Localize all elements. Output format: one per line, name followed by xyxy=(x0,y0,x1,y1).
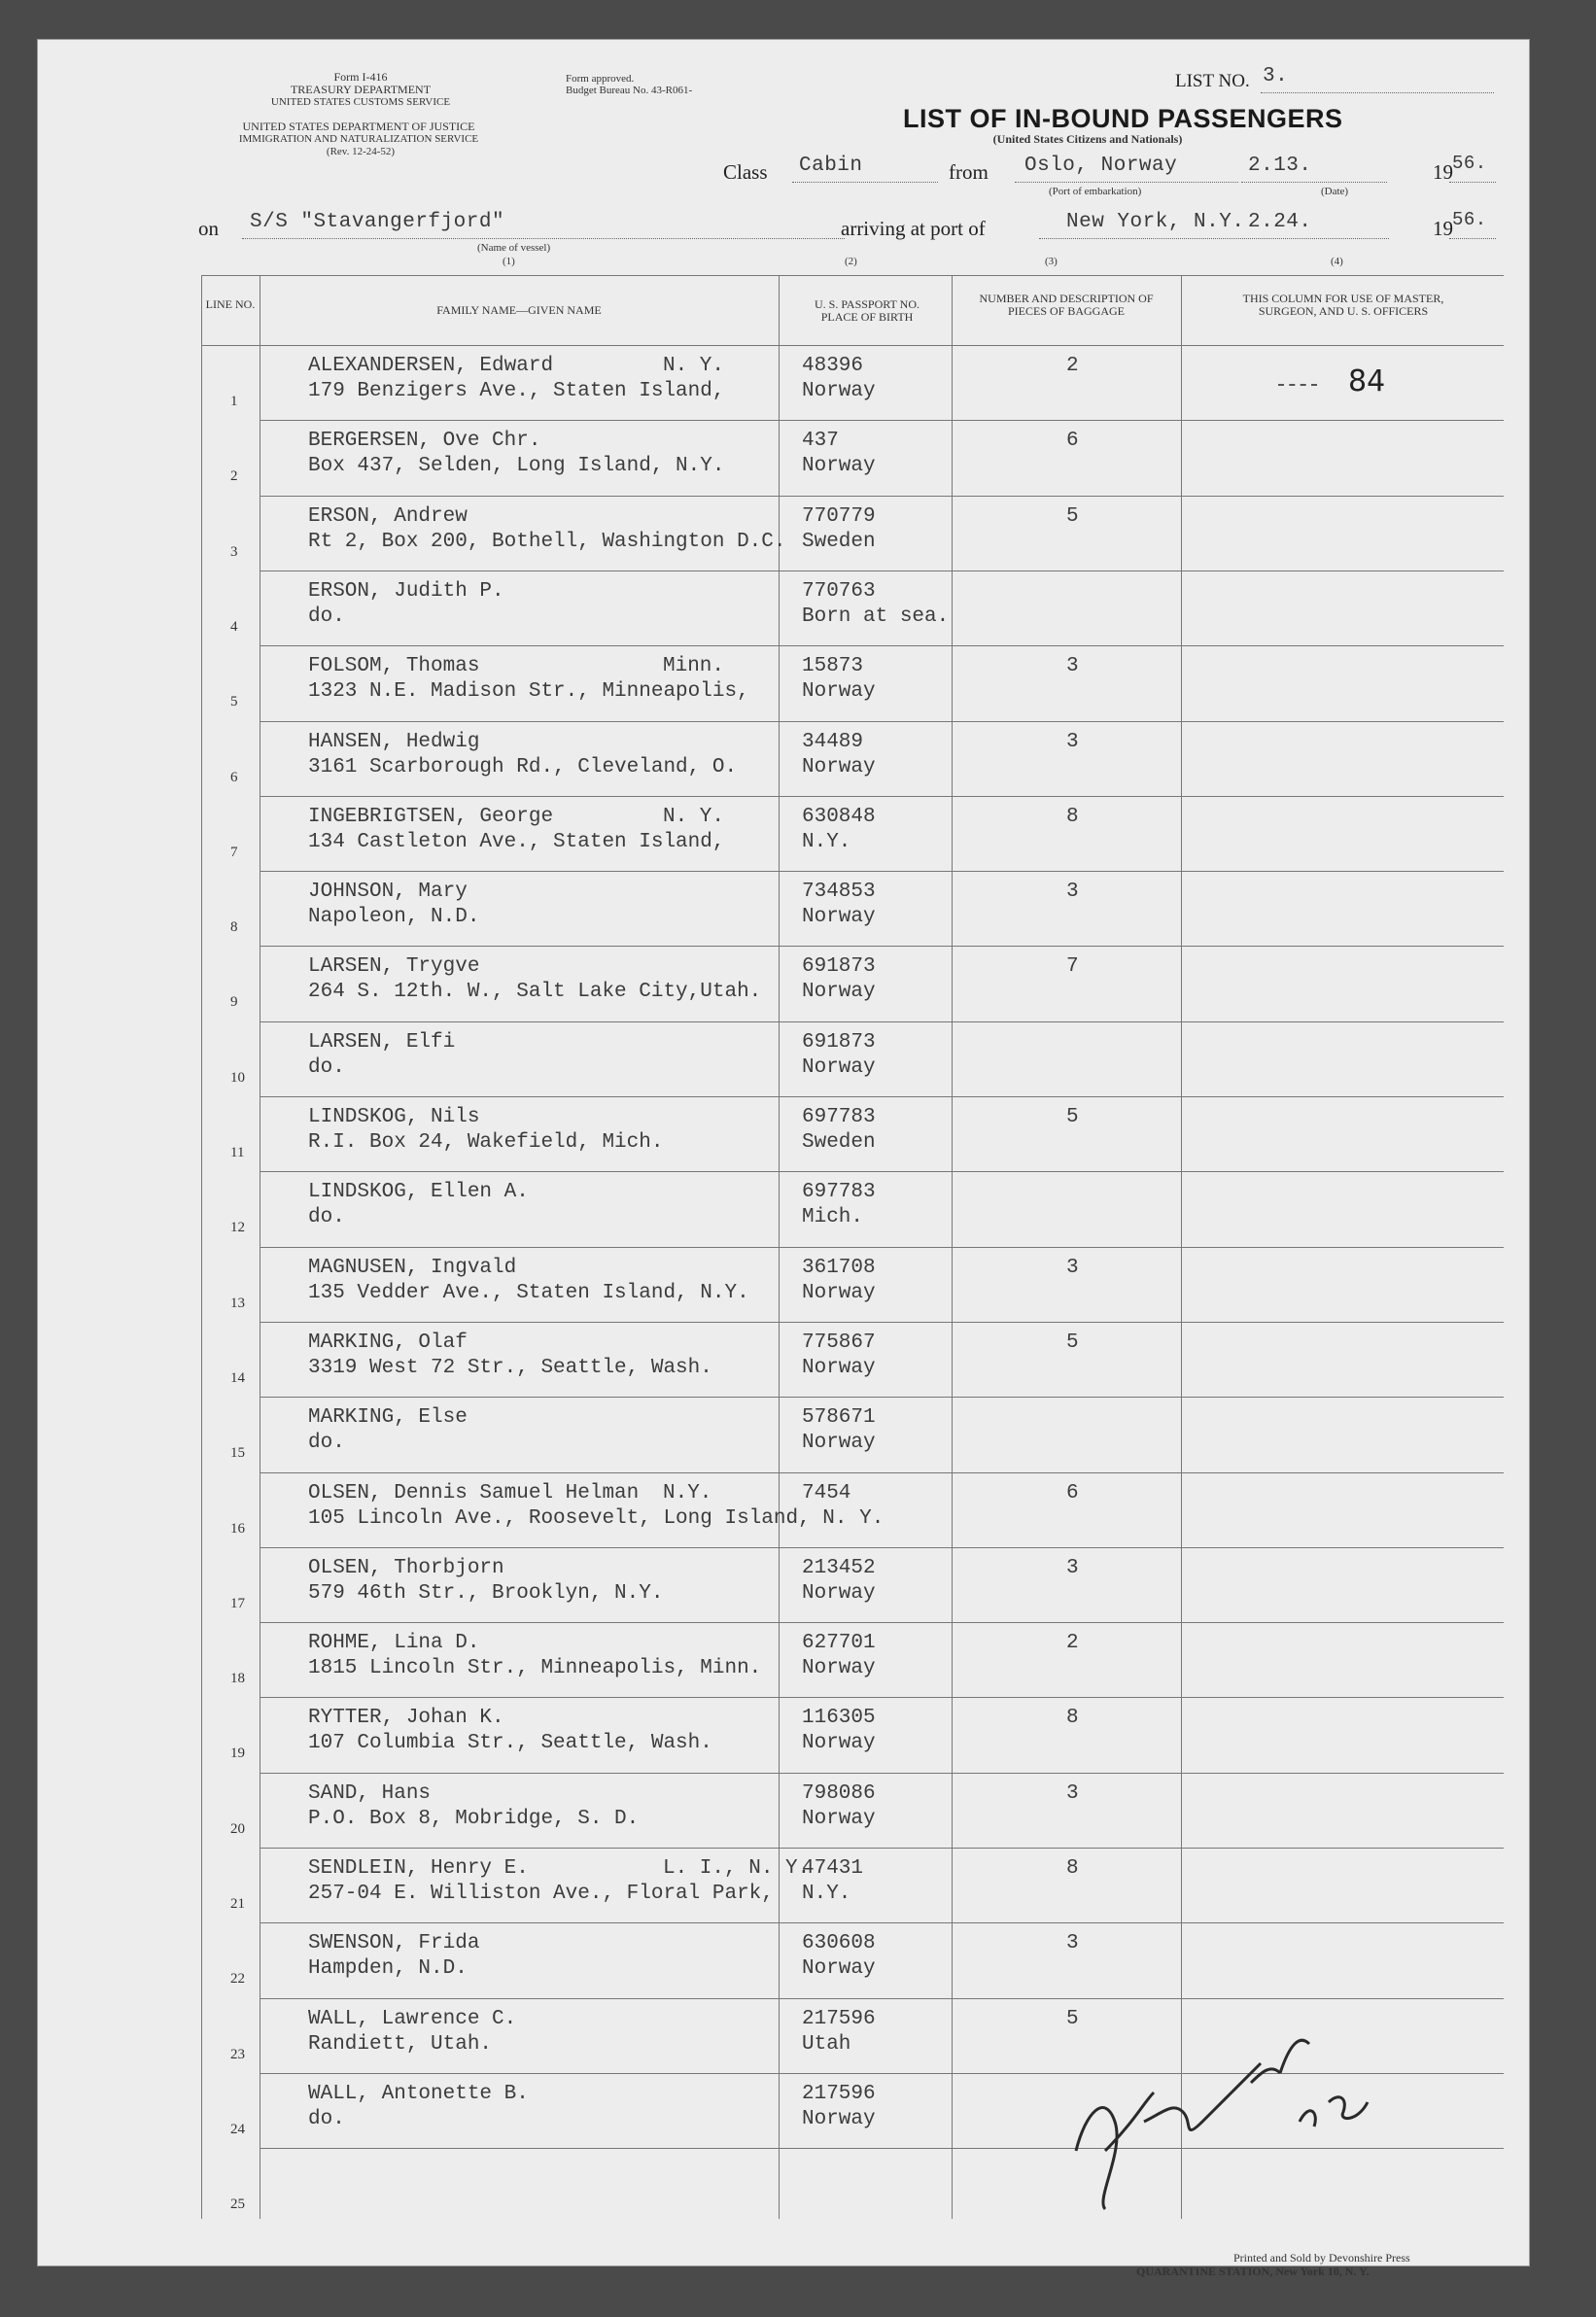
baggage-count: 8 xyxy=(1066,1857,1079,1880)
place-of-birth: Norway xyxy=(802,1957,876,1981)
row-divider xyxy=(260,1397,1504,1398)
passenger-name: LARSEN, Trygve xyxy=(308,955,480,979)
row-divider xyxy=(260,420,1504,421)
row-divider xyxy=(260,1472,1504,1473)
line-number: 5 xyxy=(230,694,238,710)
passport-number: 47431 xyxy=(802,1857,864,1880)
port-of-embarkation: Oslo, Norway xyxy=(1024,155,1178,177)
row-divider xyxy=(260,1547,1504,1548)
row-divider xyxy=(260,1922,1504,1923)
arrival-date: 2.24. xyxy=(1248,211,1312,233)
passport-number: 770779 xyxy=(802,504,876,528)
line-number: 9 xyxy=(230,994,238,1011)
list-no-label: LIST NO. xyxy=(1175,71,1250,91)
passenger-address: 179 Benzigers Ave., Staten Island, xyxy=(308,380,725,402)
passenger-name: LARSEN, Elfi xyxy=(308,1030,456,1054)
baggage-count: 8 xyxy=(1066,1707,1079,1730)
printer-line: Printed and Sold by Devonshire Press xyxy=(1233,2251,1410,2265)
col-3-number: (3) xyxy=(1045,256,1058,267)
header-officers: THIS COLUMN FOR USE OF MASTER, SURGEON, AND U. S. OFFICERS xyxy=(1242,292,1444,318)
place-of-birth: Norway xyxy=(802,455,876,478)
port-embark-caption: (Port of embarkation) xyxy=(1049,186,1142,197)
passport-number: 217596 xyxy=(802,2007,876,2030)
passenger-address: do. xyxy=(308,605,345,628)
passenger-name: ALEXANDERSEN, Edward xyxy=(308,355,554,377)
baggage-count: 3 xyxy=(1066,730,1079,753)
passenger-address: 107 Columbia Str., Seattle, Wash. xyxy=(308,1732,712,1755)
year2: 56. xyxy=(1452,209,1487,230)
officer-signature xyxy=(1037,2005,1387,2219)
passenger-address: Box 437, Selden, Long Island, N.Y. xyxy=(308,455,725,478)
doj-heading: UNITED STATES DEPARTMENT OF JUSTICE xyxy=(242,120,475,133)
line-number: 4 xyxy=(230,618,238,635)
revision-date: (Rev. 12-24-52) xyxy=(326,146,396,157)
passenger-address: Rt 2, Box 200, Bothell, Washington D.C. xyxy=(308,530,786,553)
passport-number: 697783 xyxy=(802,1106,876,1128)
line-number: 15 xyxy=(230,1445,245,1462)
line-number: 21 xyxy=(230,1896,245,1912)
from-label: from xyxy=(949,160,989,184)
form-approved: Form approved. xyxy=(566,73,635,85)
place-of-birth: Born at sea. xyxy=(802,605,950,628)
place-of-birth: Norway xyxy=(802,755,876,778)
place-of-birth: Sweden xyxy=(802,530,876,553)
baggage-count: 8 xyxy=(1066,805,1079,828)
place-of-birth: Norway xyxy=(802,981,876,1004)
place-of-birth: Norway xyxy=(802,906,876,929)
passport-number: 630848 xyxy=(802,805,876,828)
officer-note: 84 xyxy=(1348,364,1386,398)
passport-number: 437 xyxy=(802,430,839,453)
col-2-number: (2) xyxy=(845,256,857,267)
passenger-name: WALL, Lawrence C. xyxy=(308,2007,517,2030)
passenger-address: 135 Vedder Ave., Staten Island, N.Y. xyxy=(308,1281,749,1304)
customs-service: UNITED STATES CUSTOMS SERVICE xyxy=(270,96,451,108)
treasury-dept: TREASURY DEPARTMENT xyxy=(290,83,432,96)
line-number: 20 xyxy=(230,1820,245,1837)
row-divider xyxy=(260,1171,1504,1172)
passenger-name: LINDSKOG, Nils xyxy=(308,1106,480,1128)
passport-number: 15873 xyxy=(802,655,864,678)
line-number: 11 xyxy=(230,1145,245,1160)
line-number: 12 xyxy=(230,1220,245,1236)
col-1-number: (1) xyxy=(503,256,515,267)
passport-number: 48396 xyxy=(802,355,864,377)
form-number: Form I-416 xyxy=(333,70,388,84)
baggage-count: 6 xyxy=(1066,1481,1079,1504)
baggage-count: 7 xyxy=(1066,955,1079,979)
passenger-address: 264 S. 12th. W., Salt Lake City,Utah. xyxy=(308,981,762,1004)
row-divider xyxy=(260,645,1504,646)
line-number: 22 xyxy=(230,1971,245,1988)
baggage-count: 2 xyxy=(1066,1632,1079,1655)
baggage-count: 5 xyxy=(1066,2007,1079,2030)
passenger-address: do. xyxy=(308,1206,345,1229)
passport-number: 630608 xyxy=(802,1932,876,1955)
line-number: 13 xyxy=(230,1295,245,1311)
form-subtitle: (United States Citizens and Nationals) xyxy=(992,132,1183,146)
line-number: 23 xyxy=(230,2046,245,2062)
passenger-name: MARKING, Olaf xyxy=(308,1331,468,1354)
passenger-state: N.Y. xyxy=(663,1481,712,1504)
line-number: 14 xyxy=(230,1369,245,1386)
passenger-name: OLSEN, Thorbjorn xyxy=(308,1556,504,1579)
place-of-birth: Norway xyxy=(802,380,876,402)
port-of-arrival: New York, N.Y. xyxy=(1066,211,1245,233)
vessel-name: S/S "Stavangerfjord" xyxy=(250,211,505,233)
place-of-birth: Mich. xyxy=(802,1206,864,1229)
row-divider xyxy=(260,496,1504,497)
passenger-name: MARKING, Else xyxy=(308,1406,468,1430)
passenger-address: 3319 West 72 Str., Seattle, Wash. xyxy=(308,1356,712,1379)
passenger-name: BERGERSEN, Ove Chr. xyxy=(308,430,541,453)
passport-number: 34489 xyxy=(802,730,864,753)
line-number: 1 xyxy=(230,394,238,409)
place-of-birth: Norway xyxy=(802,1281,876,1304)
passenger-address: Randiett, Utah. xyxy=(308,2032,493,2056)
row-divider xyxy=(260,871,1504,872)
passenger-address: P.O. Box 8, Mobridge, S. D. xyxy=(308,1807,640,1830)
passenger-name: JOHNSON, Mary xyxy=(308,881,468,904)
passenger-address: do. xyxy=(308,2107,345,2130)
passport-number: 7454 xyxy=(802,1481,851,1504)
passenger-state: N. Y. xyxy=(663,805,725,828)
line-number: 7 xyxy=(230,844,238,860)
passenger-address: do. xyxy=(308,1055,345,1079)
row-divider xyxy=(260,946,1504,947)
place-of-birth: Norway xyxy=(802,1657,876,1680)
passenger-state: N. Y. xyxy=(663,355,725,377)
date-caption: (Date) xyxy=(1321,186,1349,197)
form-title: LIST OF IN-BOUND PASSENGERS xyxy=(903,104,1343,133)
year1: 56. xyxy=(1452,153,1487,174)
row-divider xyxy=(260,1622,1504,1623)
budget-bureau: Budget Bureau No. 43-R061- xyxy=(566,85,693,96)
passenger-address: 105 Lincoln Ave., Roosevelt, Long Island, N. Y. xyxy=(308,1506,885,1530)
passport-number: 775867 xyxy=(802,1331,876,1354)
passport-number: 213452 xyxy=(802,1556,876,1579)
passenger-address: do. xyxy=(308,1432,345,1455)
passenger-address: Hampden, N.D. xyxy=(308,1957,468,1981)
list-no-value: 3. xyxy=(1263,65,1289,87)
passenger-table xyxy=(201,275,1504,2219)
header-baggage: NUMBER AND DESCRIPTION OF PIECES OF BAGGAGE xyxy=(979,292,1154,318)
class-label: Class xyxy=(723,160,768,184)
col-4-number: (4) xyxy=(1331,256,1343,267)
passport-number: 627701 xyxy=(802,1632,876,1655)
passenger-name: SENDLEIN, Henry E. xyxy=(308,1857,529,1880)
header-line-no: LINE NO. xyxy=(205,297,256,311)
place-of-birth: Norway xyxy=(802,1732,876,1755)
arriving-label: arriving at port of xyxy=(841,217,986,240)
baggage-count: 5 xyxy=(1066,1106,1079,1128)
officer-dash xyxy=(1278,384,1317,386)
baggage-count: 5 xyxy=(1066,504,1079,528)
header-passport: U. S. PASSPORT NO. PLACE OF BIRTH xyxy=(815,297,919,324)
baggage-count: 3 xyxy=(1066,655,1079,678)
place-of-birth: Sweden xyxy=(802,1131,876,1154)
place-of-birth: Norway xyxy=(802,1581,876,1605)
passport-number: 798086 xyxy=(802,1781,876,1805)
line-number: 10 xyxy=(230,1069,245,1086)
row-divider xyxy=(260,1021,1504,1022)
line-number: 8 xyxy=(230,919,238,936)
on-label: on xyxy=(198,217,219,240)
passenger-state: Minn. xyxy=(663,655,725,678)
passenger-address: 257-04 E. Williston Ave., Floral Park, xyxy=(308,1883,774,1905)
passenger-address: 1815 Lincoln Str., Minneapolis, Minn. xyxy=(308,1657,762,1680)
baggage-count: 3 xyxy=(1066,1256,1079,1279)
passport-number: 116305 xyxy=(802,1707,876,1730)
passenger-address: 134 Castleton Ave., Staten Island, xyxy=(308,830,725,853)
place-of-birth: N.Y. xyxy=(802,1883,851,1905)
place-of-birth: Norway xyxy=(802,1055,876,1079)
baggage-count: 3 xyxy=(1066,1932,1079,1955)
place-of-birth: Norway xyxy=(802,1356,876,1379)
place-of-birth: Norway xyxy=(802,680,876,704)
passport-number: 578671 xyxy=(802,1406,876,1430)
year1-prefix: 19 xyxy=(1433,160,1453,184)
baggage-count: 5 xyxy=(1066,1331,1079,1354)
passport-number: 361708 xyxy=(802,1256,876,1279)
passport-number: 697783 xyxy=(802,1181,876,1204)
row-divider xyxy=(260,1322,1504,1323)
class-value: Cabin xyxy=(799,155,863,177)
passenger-name: INGEBRIGTSEN, George xyxy=(308,805,554,828)
passenger-name: SAND, Hans xyxy=(308,1781,432,1805)
passport-number: 217596 xyxy=(802,2082,876,2105)
line-number: 24 xyxy=(230,2121,245,2137)
embark-date: 2.13. xyxy=(1248,155,1312,177)
passenger-name: RYTTER, Johan K. xyxy=(308,1707,504,1730)
line-number: 25 xyxy=(230,2196,245,2213)
passport-number: 691873 xyxy=(802,1030,876,1054)
row-divider xyxy=(260,1096,1504,1097)
row-divider xyxy=(260,796,1504,797)
passenger-name: WALL, Antonette B. xyxy=(308,2082,529,2105)
line-number: 18 xyxy=(230,1671,245,1687)
passenger-name: SWENSON, Frida xyxy=(308,1932,480,1955)
place-of-birth: Norway xyxy=(802,1432,876,1455)
row-divider xyxy=(260,1247,1504,1248)
row-divider xyxy=(260,1998,1504,1999)
passport-number: 770763 xyxy=(802,579,876,603)
line-number: 19 xyxy=(230,1746,245,1762)
line-number: 6 xyxy=(230,769,238,785)
baggage-count: 2 xyxy=(1066,355,1079,377)
place-of-birth: Norway xyxy=(802,2107,876,2130)
place-of-birth: Norway xyxy=(802,1807,876,1830)
row-divider xyxy=(260,1848,1504,1849)
passenger-name: FOLSOM, Thomas xyxy=(308,655,480,678)
passenger-name: HANSEN, Hedwig xyxy=(308,730,480,753)
baggage-count: 3 xyxy=(1066,881,1079,904)
row-divider xyxy=(260,1697,1504,1698)
line-number: 16 xyxy=(230,1520,245,1537)
passenger-list-form xyxy=(37,39,1530,2278)
passenger-address: 1323 N.E. Madison Str., Minneapolis, xyxy=(308,680,749,704)
place-of-birth: N.Y. xyxy=(802,830,851,853)
passenger-address: Napoleon, N.D. xyxy=(308,906,480,929)
baggage-count: 6 xyxy=(1066,430,1079,453)
line-number: 17 xyxy=(230,1595,245,1611)
ins-heading: IMMIGRATION AND NATURALIZATION SERVICE xyxy=(238,133,479,145)
passenger-name: ERSON, Judith P. xyxy=(308,579,504,603)
line-number: 2 xyxy=(230,468,238,485)
passport-number: 691873 xyxy=(802,955,876,979)
passport-number: 734853 xyxy=(802,881,876,904)
passenger-name: OLSEN, Dennis Samuel Helman xyxy=(308,1481,640,1504)
vessel-caption: (Name of vessel) xyxy=(477,242,551,254)
year2-prefix: 19 xyxy=(1433,217,1453,240)
passenger-address: 579 46th Str., Brooklyn, N.Y. xyxy=(308,1581,664,1605)
place-of-birth: Utah xyxy=(802,2032,851,2056)
passenger-name: MAGNUSEN, Ingvald xyxy=(308,1256,517,1279)
baggage-count: 3 xyxy=(1066,1556,1079,1579)
row-divider xyxy=(260,721,1504,722)
header-name: FAMILY NAME—GIVEN NAME xyxy=(436,303,602,317)
passenger-state: L. I., N. Y. xyxy=(663,1857,811,1880)
passenger-address: 3161 Scarborough Rd., Cleveland, O. xyxy=(308,755,738,778)
passenger-name: ERSON, Andrew xyxy=(308,504,468,528)
passenger-name: ROHME, Lina D. xyxy=(308,1632,480,1655)
passenger-name: LINDSKOG, Ellen A. xyxy=(308,1181,529,1204)
line-number: 3 xyxy=(230,543,238,560)
passenger-address: R.I. Box 24, Wakefield, Mich. xyxy=(308,1131,664,1154)
printer-line-2: QUARANTINE STATION, New York 10, N. Y. xyxy=(1136,2265,1370,2278)
baggage-count: 3 xyxy=(1066,1781,1079,1805)
row-divider xyxy=(260,1773,1504,1774)
